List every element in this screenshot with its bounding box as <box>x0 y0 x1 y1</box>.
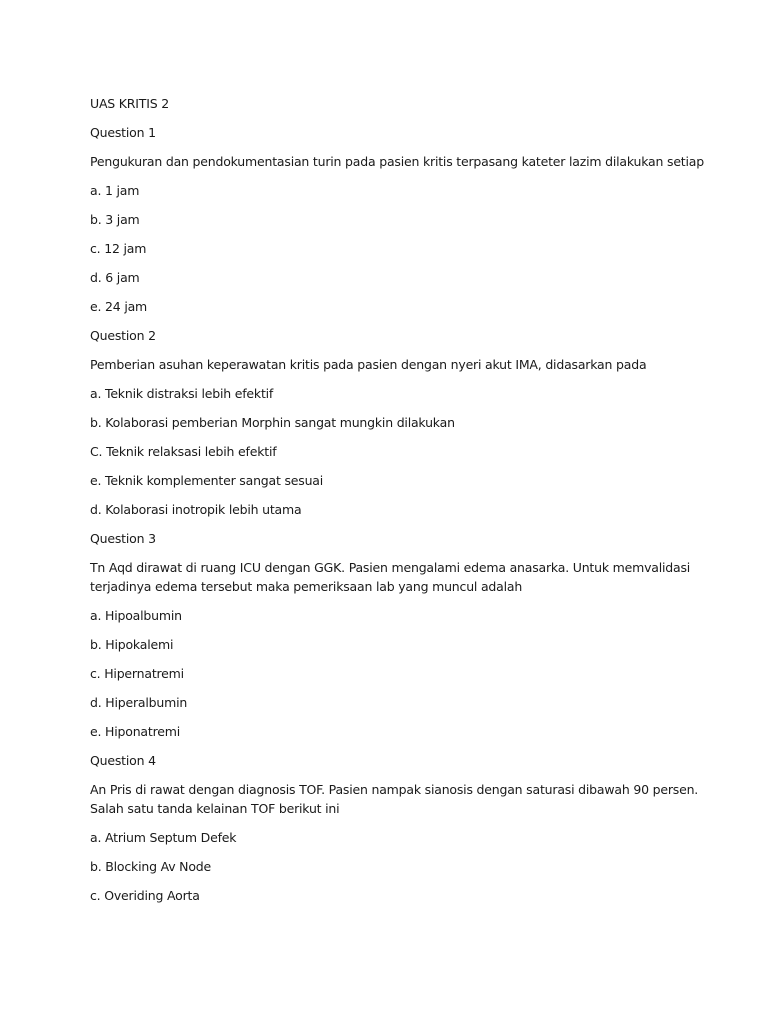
question-3-option-e: e. Hiponatremi <box>90 724 180 739</box>
question-2-option-b: b. Kolaborasi pemberian Morphin sangat mungkin dilakukan <box>90 415 455 430</box>
question-3-option-a: a. Hipoalbumin <box>90 608 182 623</box>
question-1-option-c: c. 12 jam <box>90 241 147 256</box>
question-2-option-d: d. Kolaborasi inotropik lebih utama <box>90 502 302 517</box>
question-4-option-c: c. Overiding Aorta <box>90 888 200 903</box>
question-2-text: Pemberian asuhan keperawatan kritis pada pasien dengan nyeri akut IMA, didasarkan pada <box>90 357 647 372</box>
question-1-option-a: a. 1 jam <box>90 183 140 198</box>
question-1-option-e: e. 24 jam <box>90 299 148 314</box>
question-4-option-a: a. Atrium Septum Defek <box>90 830 237 845</box>
question-3-text <box>90 558 690 596</box>
question-3-text-line-1: Tn Aqd dirawat di ruang ICU dengan GGK. Pasien mengalami edema anasarka. Untuk memvalidasi <box>90 560 691 575</box>
question-1-text: Pengukuran dan pendokumentasian turin pada pasien kritis terpasang kateter lazim dilakukan setiap <box>90 154 704 169</box>
question-4-label: Question 4 <box>90 753 156 768</box>
question-2-option-e: e. Teknik komplementer sangat sesuai <box>90 473 324 488</box>
question-4-option-b: b. Blocking Av Node <box>90 859 212 874</box>
question-3-option-b: b. Hipokalemi <box>90 637 174 652</box>
question-3-text-line-2: terjadinya edema tersebut maka pemeriksaan lab yang muncul adalah <box>90 579 523 594</box>
question-3-option-c: c. Hipernatremi <box>90 666 184 681</box>
question-3-option-d: d. Hiperalbumin <box>90 695 188 710</box>
question-1-option-b: b. 3 jam <box>90 212 140 227</box>
question-4-text-line-1: An Pris di rawat dengan diagnosis TOF. Pasien nampak sianosis dengan saturasi dibawah 90 persen. <box>90 782 699 797</box>
question-4-text <box>90 780 699 818</box>
document-page <box>90 94 704 915</box>
question-4-text-line-2: Salah satu tanda kelainan TOF berikut ini <box>90 801 340 816</box>
question-1-label: Question 1 <box>90 125 156 140</box>
question-1-option-d: d. 6 jam <box>90 270 140 285</box>
document-title: UAS KRITIS 2 <box>90 96 169 111</box>
question-3-label: Question 3 <box>90 531 156 546</box>
question-2-option-a: a. Teknik distraksi lebih efektif <box>90 386 274 401</box>
question-2-label: Question 2 <box>90 328 156 343</box>
question-2-option-c: C. Teknik relaksasi lebih efektif <box>90 444 277 459</box>
